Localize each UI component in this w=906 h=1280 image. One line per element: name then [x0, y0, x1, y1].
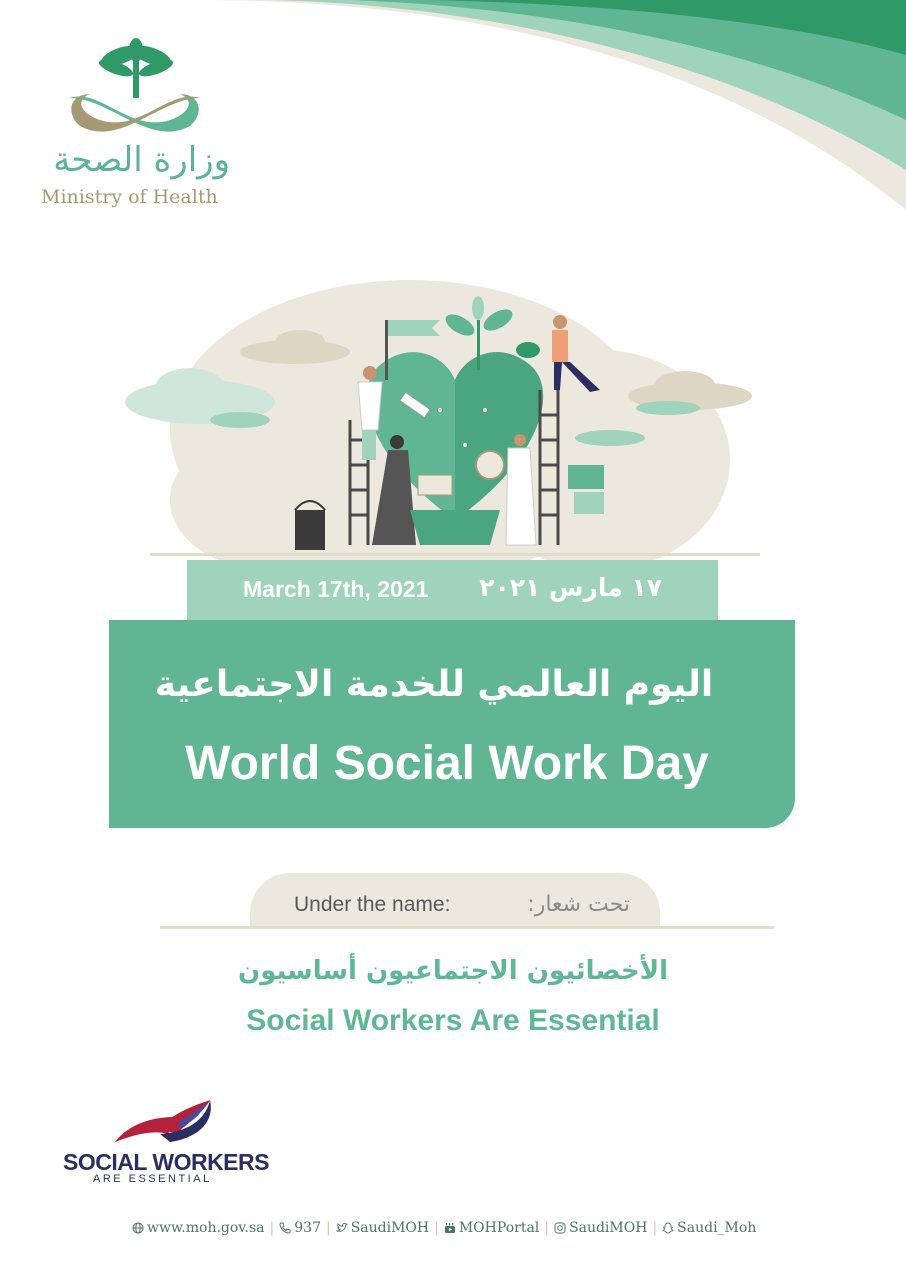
theme-arabic: الأخصائيون الاجتماعيون أساسيون [238, 956, 668, 986]
volunteers-heart-illustration [110, 270, 800, 560]
slogan-label-tab [250, 873, 660, 927]
footer-separator: | [652, 1220, 658, 1236]
theme-english: Social Workers Are Essential [246, 1004, 660, 1037]
title-panel [109, 620, 795, 828]
slogan-label-arabic: تحت شعار: [527, 892, 630, 917]
instagram-icon [554, 1222, 566, 1234]
twitter-link[interactable] [336, 1220, 429, 1236]
moh-arabic-name: وزارة الصحة [53, 140, 230, 180]
slogan-label-english: Under the name: [294, 893, 451, 916]
phone-icon [279, 1222, 291, 1234]
title-english: World Social Work Day [185, 737, 709, 790]
youtube-link[interactable] [444, 1220, 539, 1236]
snapchat-icon [662, 1222, 674, 1234]
snapchat-text: Saudi_Moh [677, 1220, 757, 1236]
moh-english-name: Ministry of Health [41, 186, 218, 208]
globe-icon [132, 1222, 144, 1234]
campaign-logo-title: SOCIAL WORKERS [63, 1149, 269, 1175]
footer-separator: | [269, 1220, 275, 1236]
footer-separator: | [544, 1220, 550, 1236]
date-english: March 17th, 2021 [243, 576, 429, 602]
youtube-icon [444, 1222, 456, 1234]
divider-line [160, 926, 774, 929]
date-banner [187, 560, 718, 622]
instagram-text: SaudiMOH [569, 1220, 648, 1236]
phone-text: 937 [294, 1220, 321, 1236]
twitter-text: SaudiMOH [350, 1220, 430, 1236]
instagram-link[interactable] [554, 1220, 647, 1236]
phone-link[interactable] [279, 1220, 321, 1236]
snapchat-link[interactable] [662, 1220, 756, 1236]
footer-separator: | [434, 1220, 439, 1236]
campaign-logo-subtitle: ARE ESSENTIAL [93, 1173, 212, 1185]
date-arabic: ١٧ مارس ٢٠٢١ [479, 573, 662, 602]
twitter-icon [336, 1222, 348, 1234]
contact-footer [132, 1217, 792, 1239]
footer-separator: | [325, 1220, 331, 1236]
website-link[interactable] [132, 1220, 265, 1236]
website-text: www.moh.gov.sa [147, 1220, 265, 1236]
youtube-text: MOHPortal [458, 1220, 540, 1236]
title-arabic: اليوم العالمي للخدمة الاجتماعية [154, 664, 714, 705]
